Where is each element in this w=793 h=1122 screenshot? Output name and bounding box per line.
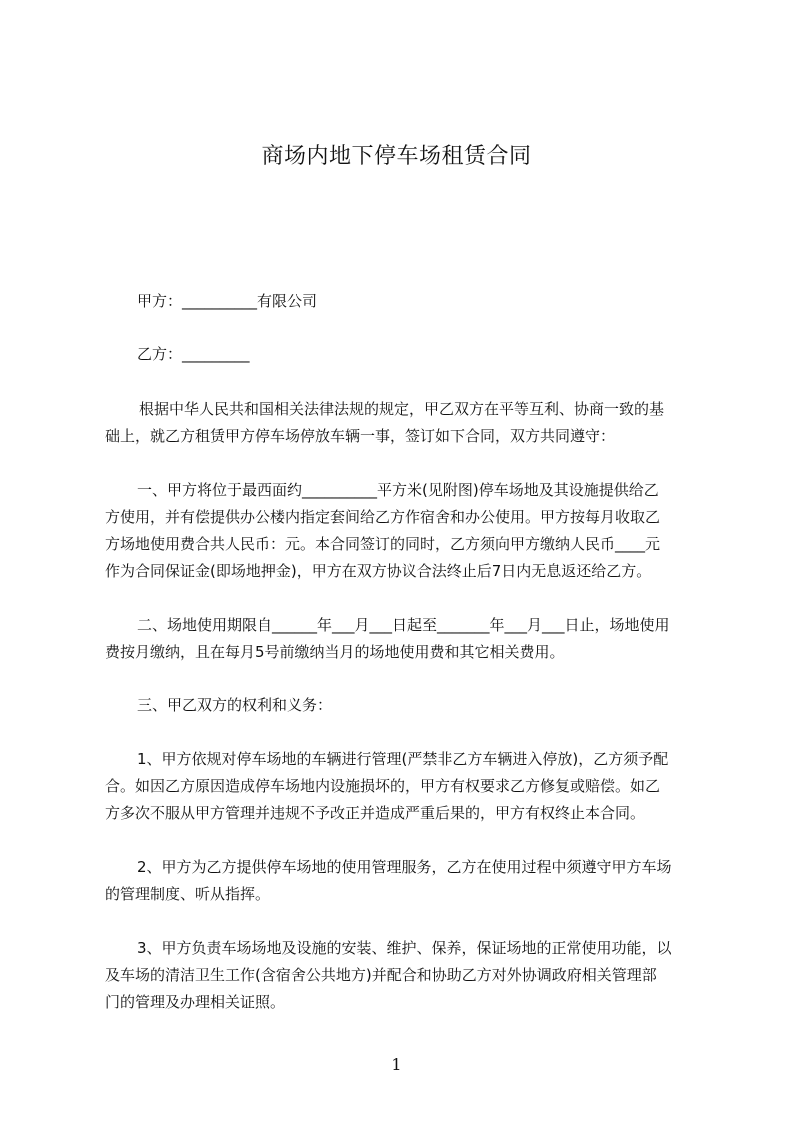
- clause-2-line: 二、场地使用期限自______年___月___日起至_______年___月___日止，场地使用: [137, 616, 670, 634]
- item-1-line: 合。如因乙方原因造成停车场地内设施损坏的，甲方有权要求乙方修复或赔偿。如乙: [105, 777, 661, 795]
- clause-3-heading: 三、甲乙双方的权利和义务：: [137, 696, 333, 714]
- preamble-line: 础上，就乙方租赁甲方停车场停放车辆一事，签订如下合同，双方共同遵守：: [105, 427, 616, 445]
- clause-1-line: 一、甲方将位于最西面约__________平方米(见附图)停车场地及其设施提供给乙: [137, 481, 659, 499]
- clause-1-line: 方使用，并有偿提供办公楼内指定套间给乙方作宿舍和办公使用。甲方按每月收取乙: [105, 508, 661, 526]
- item-3-line: 3、甲方负责车场场地及设施的安装、维护、保养，保证场地的正常使用功能，以: [137, 939, 672, 957]
- clause-2-line: 费按月缴纳，且在每月5号前缴纳当月的场地使用费和其它相关费用。: [105, 643, 565, 661]
- item-2-line: 的管理制度、听从指挥。: [105, 885, 271, 903]
- page-number: 1: [391, 1055, 402, 1074]
- party-a-line: 甲方：__________有限公司: [137, 292, 318, 310]
- item-1-line: 1、甲方依规对停车场地的车辆进行管理(严禁非乙方车辆进入停放)，乙方须予配: [137, 750, 669, 768]
- clause-1-line: 作为合同保证金(即场地押金)，甲方在双方协议合法终止后7日内无息返还给乙方。: [105, 562, 652, 580]
- party-b-line: 乙方：_________: [137, 345, 250, 363]
- item-3-line: 及车场的清洁卫生工作(含宿舍公共地方)并配合和协助乙方对外协调政府相关管理部: [105, 966, 657, 984]
- item-3-line: 门的管理及办理相关证照。: [105, 993, 286, 1011]
- document-title: 商场内地下停车场租赁合同: [261, 144, 532, 169]
- preamble-line: 根据中华人民共和国相关法律法规的规定，甲乙双方在平等互利、协商一致的基: [139, 400, 665, 418]
- item-1-line: 方多次不服从甲方管理并违规不予改正并造成严重后果的，甲方有权终止本合同。: [105, 804, 646, 822]
- clause-1-line: 方场地使用费合共人民币：元。本合同签订的同时，乙方须向甲方缴纳人民币____元: [105, 535, 661, 553]
- item-2-line: 2、甲方为乙方提供停车场地的使用管理服务，乙方在使用过程中须遵守甲方车场: [137, 858, 672, 876]
